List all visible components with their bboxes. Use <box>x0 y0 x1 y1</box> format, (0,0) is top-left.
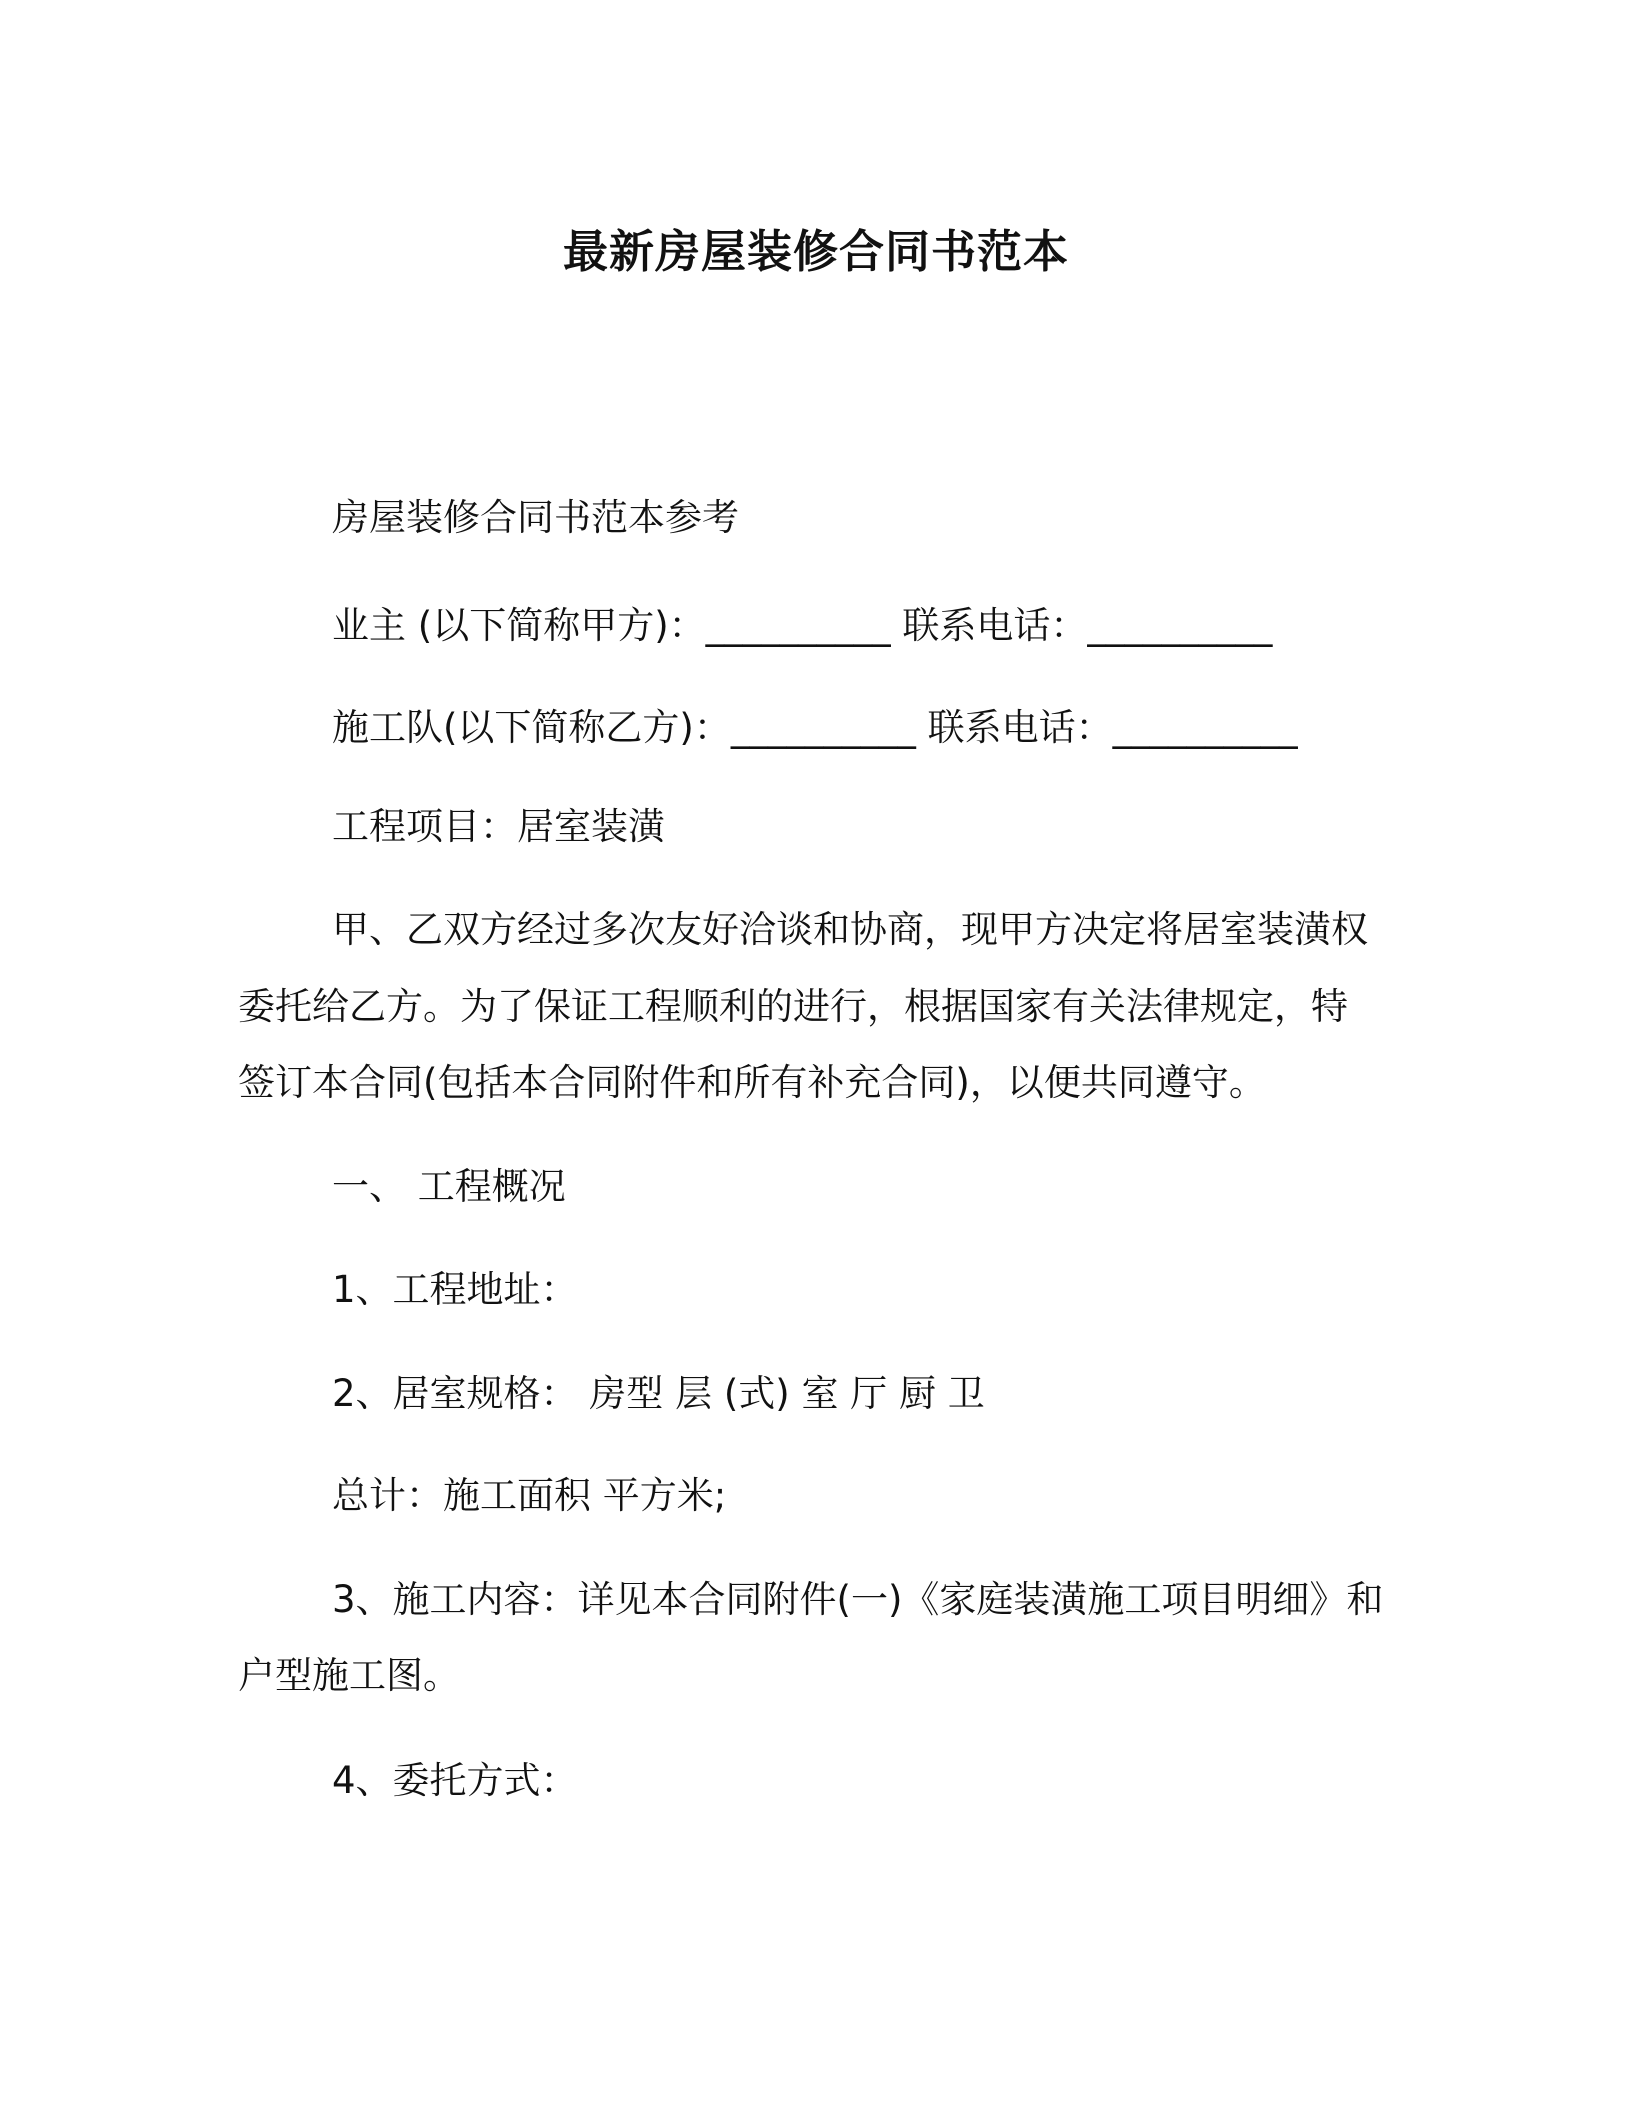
total-area-line: 总计：施工面积 平方米; <box>332 1474 727 1517</box>
list-item-entrust: 4、委托方式： <box>332 1759 578 1802</box>
list-item-spec: 2、居室规格： 房型 层 (式) 室 厅 厨 卫 <box>332 1372 985 1415</box>
list-item-address: 1、工程地址： <box>332 1268 578 1311</box>
contractor-line: 施工队(以下简称乙方)：__________ 联系电话：__________ <box>332 706 1298 749</box>
project-line: 工程项目：居室装潢 <box>332 805 665 848</box>
owner-line: 业主 (以下简称甲方)：__________ 联系电话：__________ <box>332 604 1273 647</box>
subtitle: 房屋装修合同书范本参考 <box>332 496 739 539</box>
intro-paragraph-line-2: 委托给乙方。为了保证工程顺利的进行，根据国家有关法律规定，特 <box>238 985 1348 1028</box>
intro-paragraph-line-3: 签订本合同(包括本合同附件和所有补充合同)，以便共同遵守。 <box>238 1061 1266 1104</box>
list-item-content-line-2: 户型施工图。 <box>238 1654 460 1697</box>
intro-paragraph-line-1: 甲、乙双方经过多次友好洽谈和协商，现甲方决定将居室装潢权 <box>332 908 1368 951</box>
section-heading: 一、 工程概况 <box>332 1165 566 1208</box>
list-item-content-line-1: 3、施工内容：详见本合同附件(一)《家庭装潢施工项目明细》和 <box>332 1578 1384 1621</box>
document-title: 最新房屋装修合同书范本 <box>562 225 1069 278</box>
